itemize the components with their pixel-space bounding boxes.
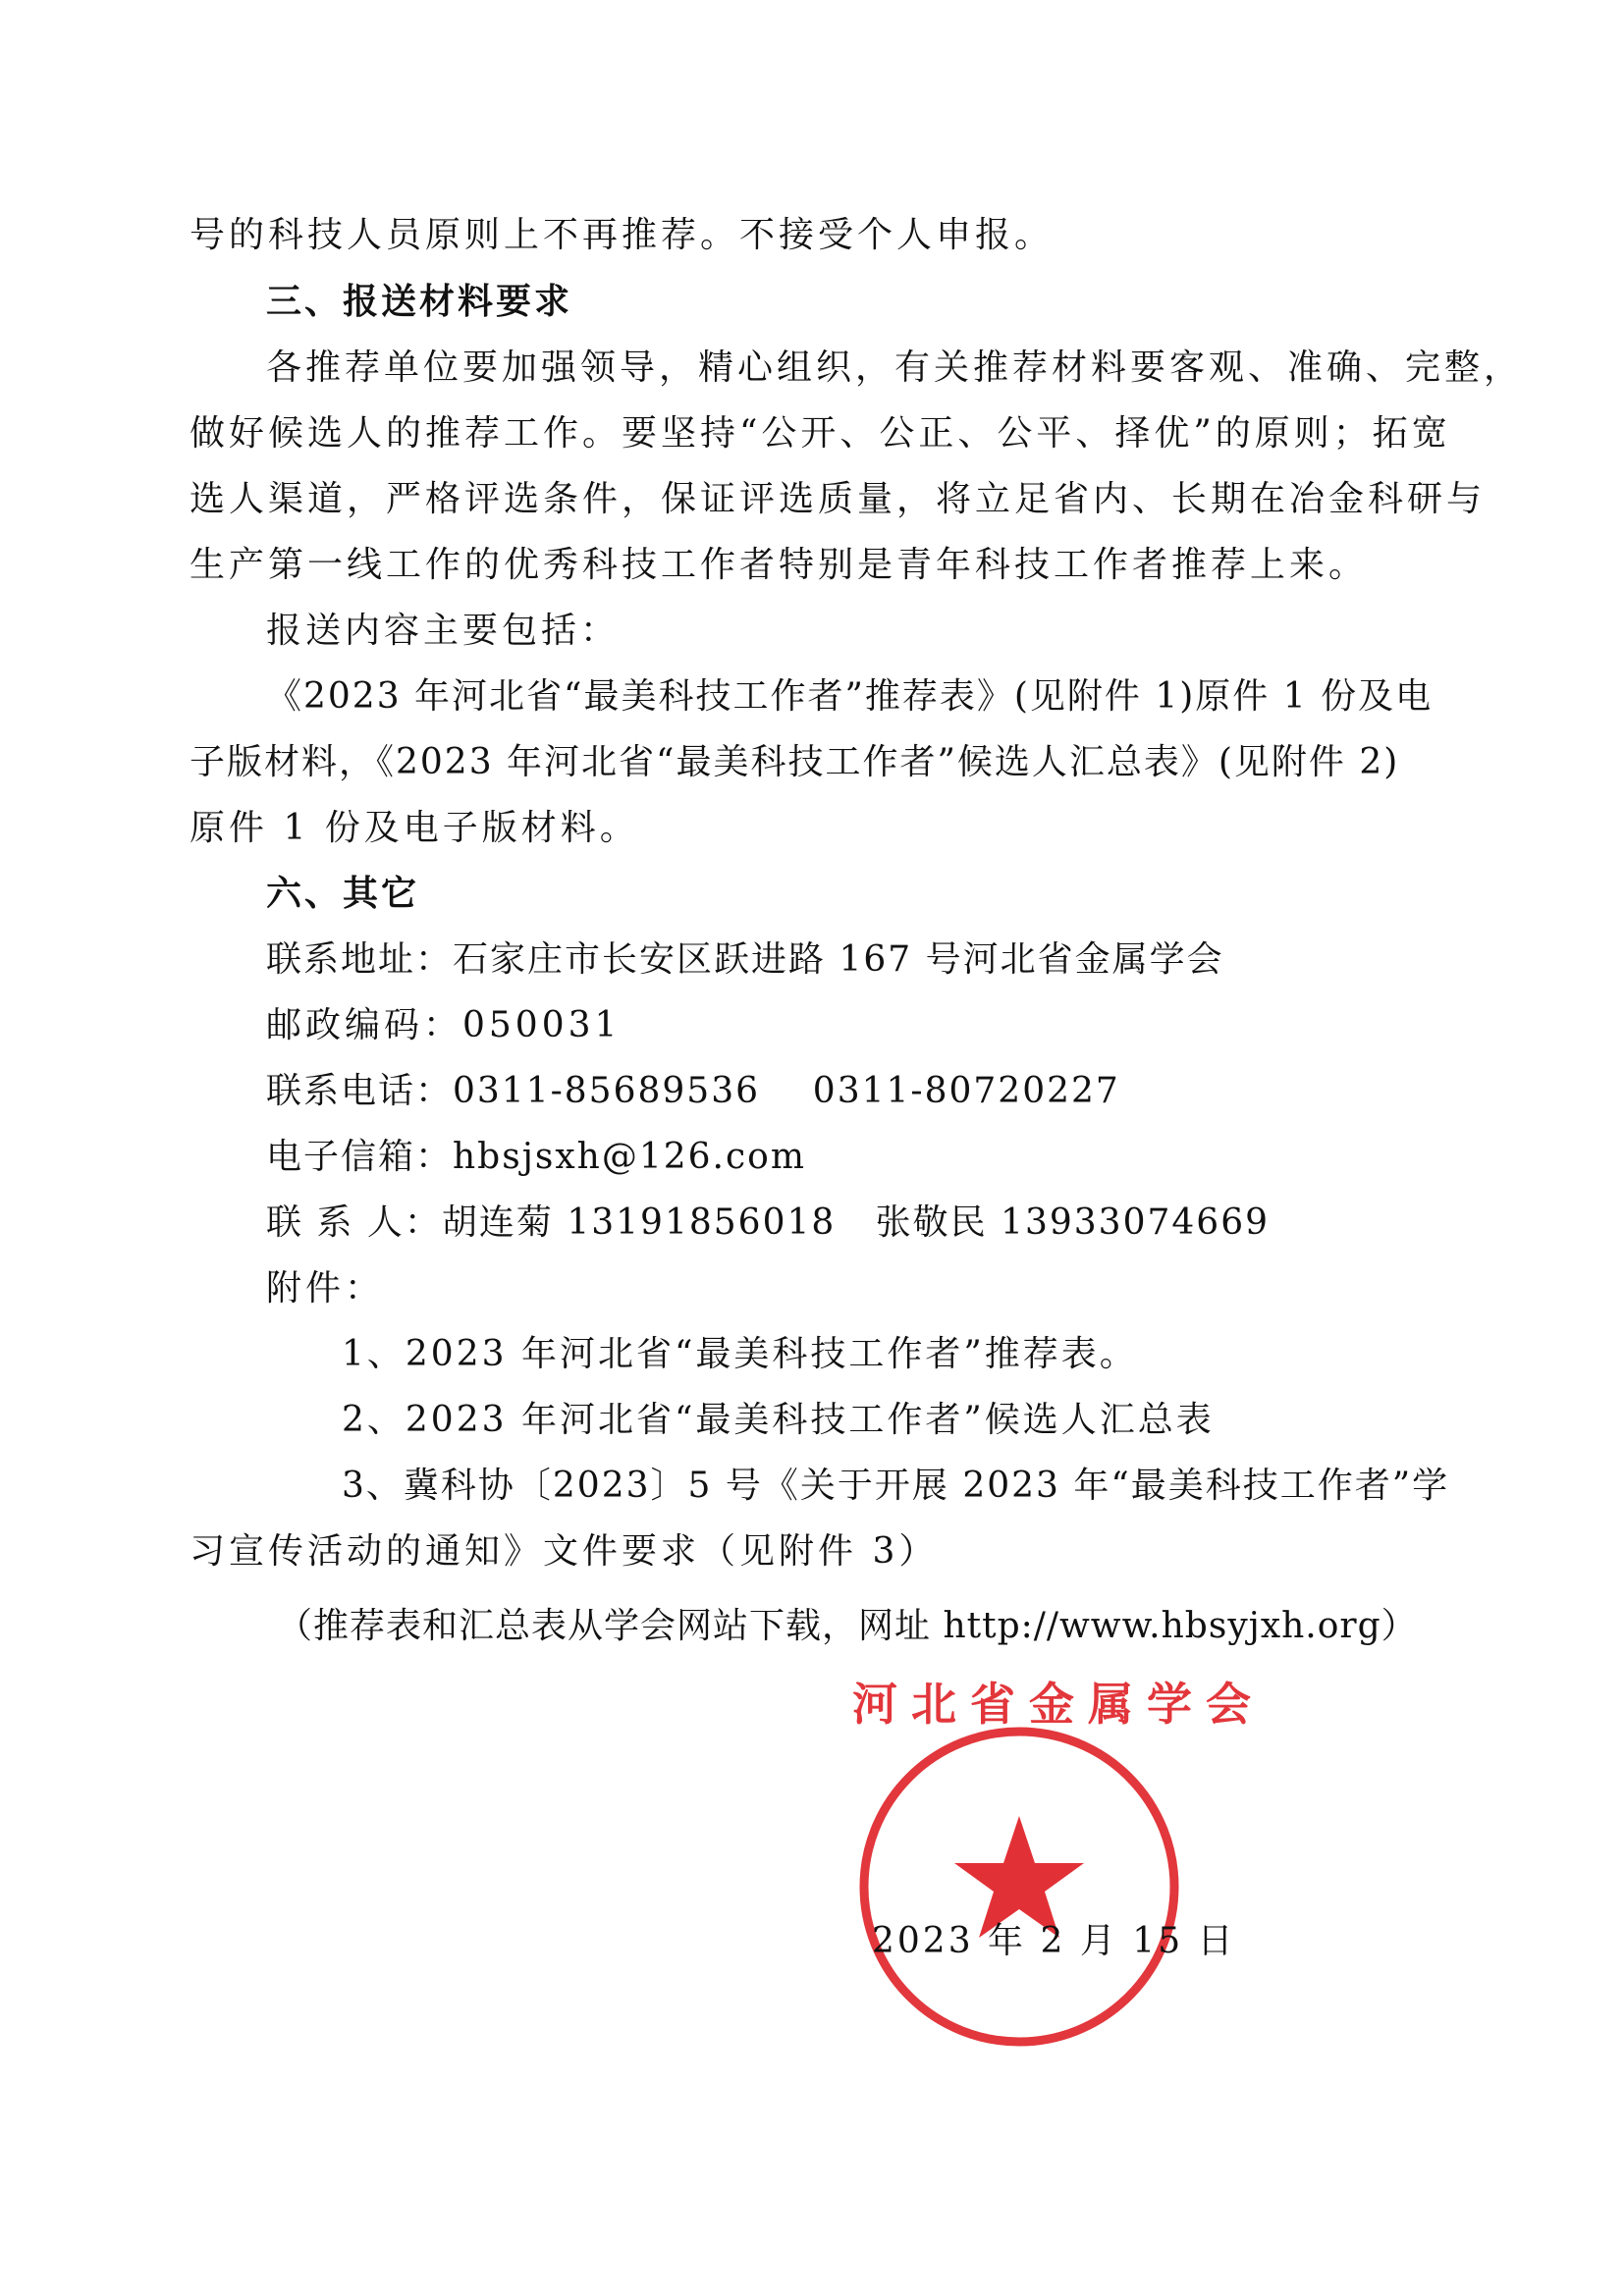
contact-phone: 联系电话：0311-85689536 0311-80720227 — [266, 1071, 1120, 1111]
attachment-item: 1、2023 年河北省“最美科技工作者”推荐表。 — [342, 1334, 1138, 1374]
attachment-item-continuation: 习宣传活动的通知》文件要求（见附件 3） — [189, 1531, 939, 1572]
paragraph-line: 选人渠道，严格评选条件，保证评选质量，将立足省内、长期在冶金科研与 — [189, 479, 1487, 519]
attachment-item: 3、冀科协〔2023〕5 号《关于开展 2023 年“最美科技工作者”学 — [342, 1466, 1450, 1506]
attachments-label: 附件： — [266, 1268, 385, 1308]
paragraph-line: 原件 1 份及电子版材料。 — [189, 808, 639, 848]
paragraph-line: 《2023 年河北省“最美科技工作者”推荐表》(见附件 1)原件 1 份及电 — [266, 676, 1434, 717]
postal-code: 邮政编码：050031 — [266, 1005, 622, 1045]
section-heading-other: 六、其它 — [266, 874, 420, 914]
paragraph-line: 报送内容主要包括： — [266, 611, 621, 651]
document-date: 2023 年 2 月 15 日 — [872, 1921, 1236, 1961]
seal-text: 河北省金属学会 — [852, 1678, 1265, 1731]
star-icon — [954, 1816, 1084, 1938]
attachment-item: 2、2023 年河北省“最美科技工作者”候选人汇总表 — [342, 1400, 1215, 1440]
contact-address: 联系地址：石家庄市长安区跃进路 167 号河北省金属学会 — [266, 939, 1224, 980]
official-seal — [852, 1678, 1265, 2054]
contact-email: 电子信箱：hbsjsxh@126.com — [266, 1137, 806, 1177]
contact-person: 联 系 人：胡连菊 13191856018 张敬民 13933074669 — [266, 1202, 1270, 1243]
section-heading-materials: 三、报送材料要求 — [266, 282, 573, 322]
download-note: （推荐表和汇总表从学会网站下载，网址 http://www.hbsyjxh.org） — [277, 1606, 1418, 1646]
paragraph-line: 子版材料，《2023 年河北省“最美科技工作者”候选人汇总表》(见附件 2) — [189, 742, 1400, 782]
paragraph-line: 生产第一线工作的优秀科技工作者特别是青年科技工作者推荐上来。 — [189, 545, 1369, 585]
paragraph-line: 各推荐单位要加强领导，精心组织，有关推荐材料要客观、准确、完整， — [266, 347, 1524, 388]
paragraph-line: 做好候选人的推荐工作。要坚持“公开、公正、公平、择优”的原则；拓宽 — [189, 413, 1451, 454]
paragraph-continuation: 号的科技人员原则上不再推荐。不接受个人申报。 — [189, 215, 1055, 255]
